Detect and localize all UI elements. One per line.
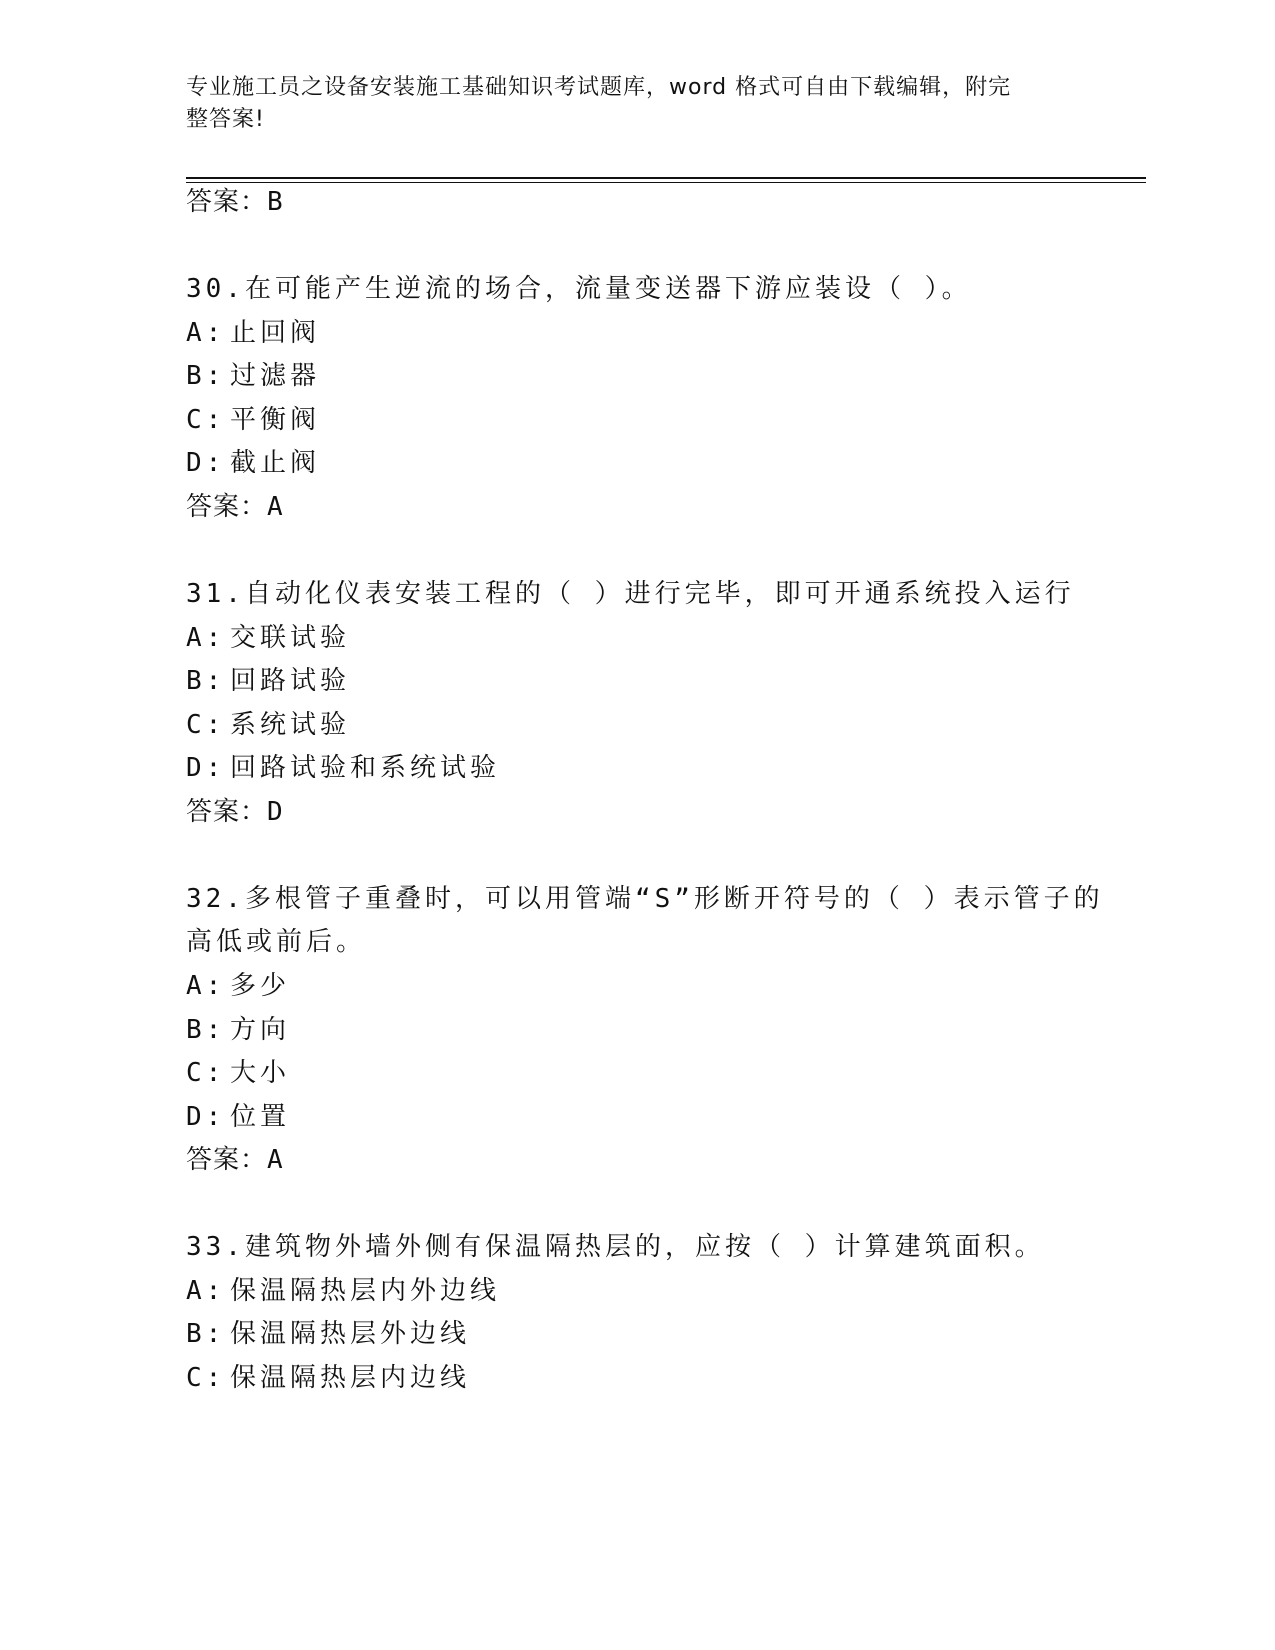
option-text: 截止阀 — [230, 448, 321, 478]
option-key: B: — [186, 1015, 226, 1045]
option-a — [186, 316, 320, 350]
option-key: B: — [186, 666, 226, 696]
header-line-2: 整答案! — [186, 107, 265, 132]
header-line-1: 专业施工员之设备安装施工基础知识考试题库，word 格式可自由下载编辑，附完 — [186, 75, 1012, 100]
option-key: C: — [186, 1058, 226, 1088]
option-key: B: — [186, 361, 226, 391]
option-text: 保温隔热层内外边线 — [230, 1276, 501, 1306]
option-text: 多少 — [230, 971, 291, 1001]
answer-label: 答案： — [186, 187, 268, 217]
option-b — [186, 1013, 290, 1047]
answer-value: D — [267, 797, 284, 827]
option-text: 过滤器 — [230, 361, 321, 391]
option-c — [186, 1056, 290, 1090]
option-text: 大小 — [230, 1058, 291, 1088]
question-stem: 33.建筑物外墙外侧有保温隔热层的，应按（ ）计算建筑面积。 — [186, 1232, 1045, 1262]
document-page — [186, 0, 1146, 1650]
answer-label: 答案： — [186, 1145, 268, 1175]
option-key: A: — [186, 971, 226, 1001]
option-text: 方向 — [230, 1015, 291, 1045]
option-key: C: — [186, 1363, 226, 1393]
option-c — [186, 708, 350, 742]
answer-value: B — [267, 187, 284, 217]
option-key: D: — [186, 753, 226, 783]
answer-value: A — [267, 1145, 284, 1175]
option-text: 位置 — [230, 1102, 291, 1132]
option-text: 回路试验 — [230, 666, 351, 696]
answer-line — [186, 795, 284, 829]
answer-label: 答案： — [186, 797, 268, 827]
option-key: A: — [186, 318, 226, 348]
option-key: C: — [186, 710, 226, 740]
option-d — [186, 446, 320, 480]
document-header — [186, 72, 1066, 136]
option-b — [186, 1317, 470, 1351]
option-text: 交联试验 — [230, 623, 351, 653]
option-key: C: — [186, 405, 226, 435]
header-divider-thin — [186, 182, 1146, 183]
option-text: 回路试验和系统试验 — [230, 753, 501, 783]
question-stem-continued: 高低或前后。 — [186, 927, 367, 957]
option-d — [186, 751, 500, 785]
option-key: B: — [186, 1319, 226, 1349]
option-text: 保温隔热层内边线 — [230, 1363, 471, 1393]
question-stem: 30.在可能产生逆流的场合，流量变送器下游应装设（ ）。 — [186, 274, 972, 304]
question-stem: 32.多根管子重叠时，可以用管端“S”形断开符号的（ ）表示管子的 — [186, 884, 1104, 914]
answer-value: A — [267, 492, 284, 522]
header-divider-thick — [186, 177, 1146, 179]
option-key: A: — [186, 623, 226, 653]
option-c — [186, 403, 320, 437]
option-a — [186, 621, 350, 655]
option-text: 平衡阀 — [230, 405, 321, 435]
question-stem: 31.自动化仪表安装工程的（ ）进行完毕，即可开通系统投入运行 — [186, 579, 1075, 609]
option-b — [186, 359, 320, 393]
option-key: D: — [186, 1102, 226, 1132]
option-d — [186, 1100, 290, 1134]
option-b — [186, 664, 350, 698]
option-text: 止回阀 — [230, 318, 321, 348]
option-text: 保温隔热层外边线 — [230, 1319, 471, 1349]
answer-line — [186, 490, 284, 524]
option-a — [186, 969, 290, 1003]
answer-line — [186, 1143, 284, 1177]
option-a — [186, 1274, 500, 1308]
option-key: D: — [186, 448, 226, 478]
answer-line — [186, 185, 284, 219]
option-c — [186, 1361, 470, 1395]
option-text: 系统试验 — [230, 710, 351, 740]
option-key: A: — [186, 1276, 226, 1306]
answer-label: 答案： — [186, 492, 268, 522]
